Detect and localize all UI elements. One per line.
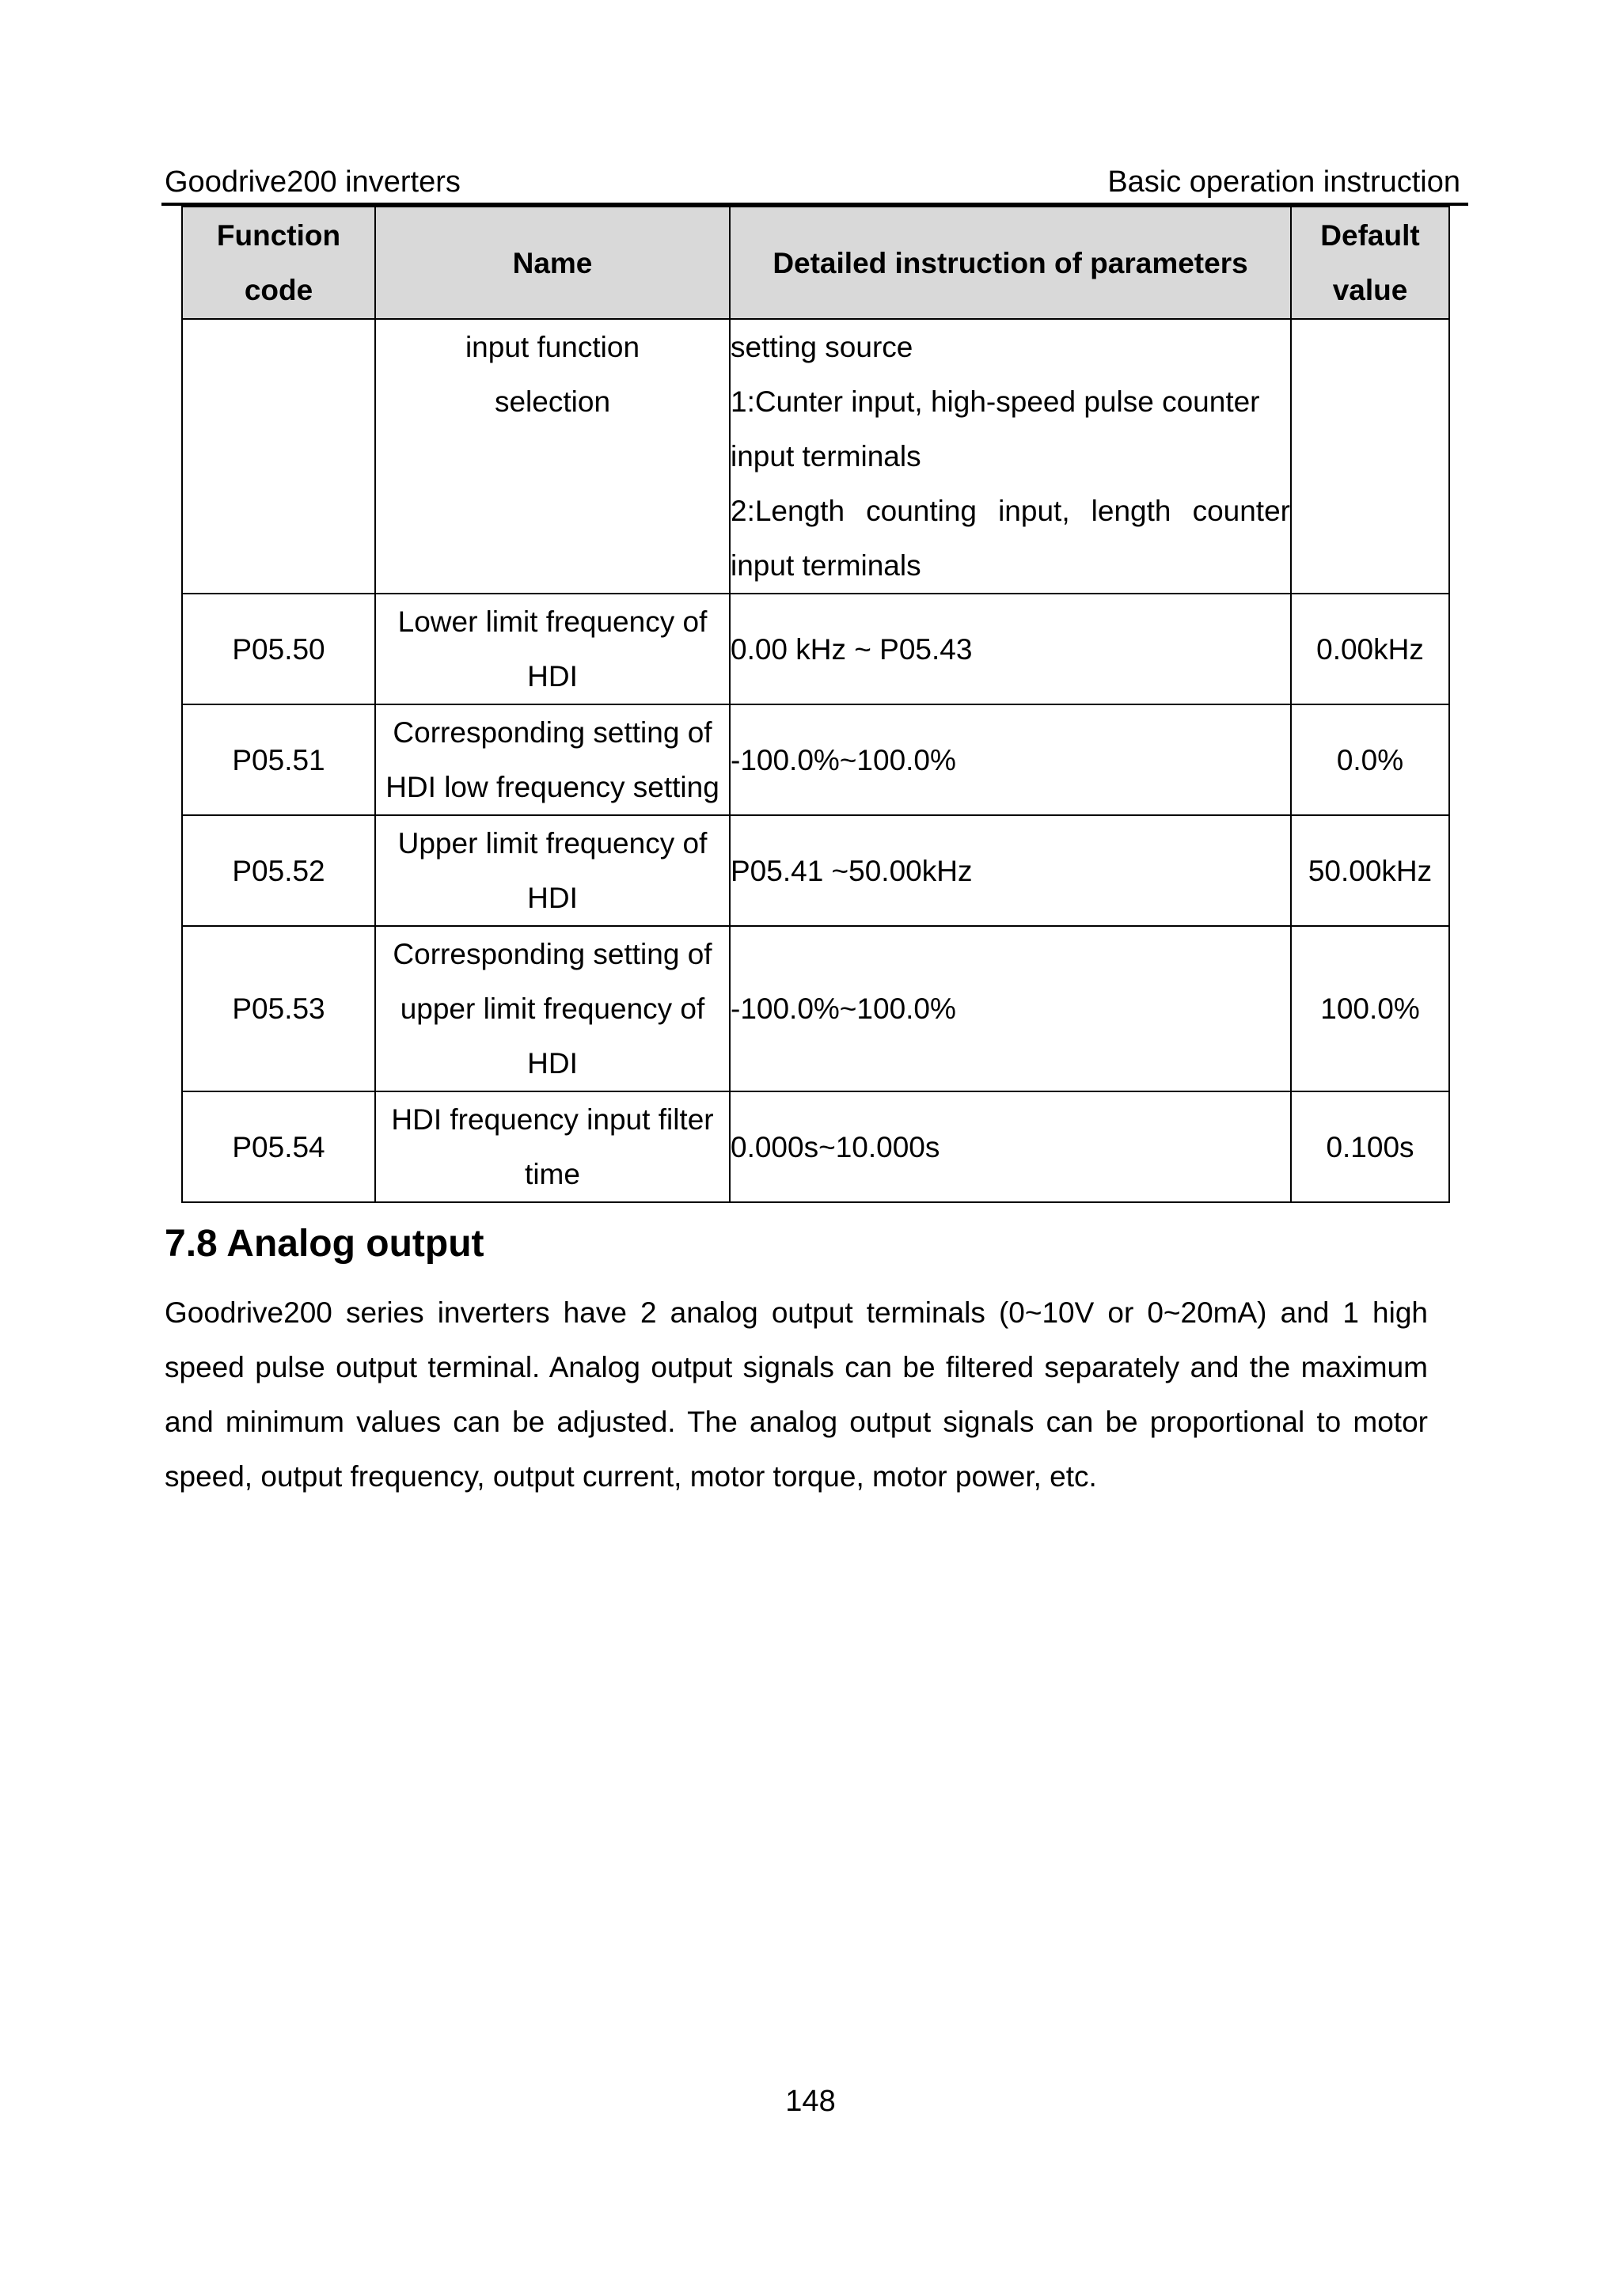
header-document-title: Goodrive200 inverters	[165, 165, 461, 199]
cell-default: 0.100s	[1291, 1091, 1449, 1202]
table-row	[182, 594, 1449, 704]
cell-description: 0.00 kHz ~ P05.43	[730, 594, 1291, 704]
cell-description: P05.41 ~50.00kHz	[730, 815, 1291, 926]
table-row	[182, 319, 1449, 594]
cell-line: upper limit frequency of	[400, 992, 705, 1025]
page-number: 148	[785, 2085, 836, 2118]
cell-line: HDI	[527, 660, 578, 693]
cell-code: P05.51	[182, 704, 375, 815]
table-row	[182, 1091, 1449, 1202]
cell-description: 0.000s~10.000s	[730, 1091, 1291, 1202]
cell-description: -100.0%~100.0%	[730, 704, 1291, 815]
cell-line: Corresponding setting of	[393, 716, 712, 749]
cell-name	[375, 319, 730, 594]
cell-description	[730, 319, 1291, 594]
cell-code: P05.50	[182, 594, 375, 704]
header-text: code	[244, 274, 313, 306]
cell-line: HDI	[527, 882, 578, 914]
cell-line: Lower limit frequency of	[397, 605, 708, 638]
section-heading: 7.8 Analog output	[165, 1223, 484, 1265]
cell-line: HDI frequency input filter	[391, 1103, 714, 1136]
cell-line: HDI	[527, 1047, 578, 1080]
column-header-name: Name	[375, 207, 730, 319]
cell-name	[375, 1091, 730, 1202]
cell-name	[375, 594, 730, 704]
cell-line: 2:Length counting input, length counter	[731, 495, 1290, 527]
cell-default: 0.00kHz	[1291, 594, 1449, 704]
cell-default: 100.0%	[1291, 926, 1449, 1091]
column-header-default-value	[1291, 207, 1449, 319]
table-row	[182, 815, 1449, 926]
header-text: Function	[216, 219, 341, 252]
cell-code	[182, 319, 375, 594]
column-header-detailed-instruction: Detailed instruction of parameters	[730, 207, 1291, 319]
cell-name	[375, 926, 730, 1091]
header-text: Default	[1320, 219, 1420, 252]
cell-name	[375, 704, 730, 815]
table-header-row	[182, 207, 1449, 319]
cell-line: selection	[494, 385, 611, 418]
parameter-table	[181, 206, 1450, 1203]
section-body-paragraph: Goodrive200 series inverters have 2 analog output terminals (0~10V or 0~20mA) and 1 high speed pulse output terminal. Analog output signals can be filtered separately and the maximum and minimum values can be adjusted. The analog output signals can be proportional to motor speed, output frequency, output current, motor torque, motor power, etc.	[165, 1296, 1428, 1493]
cell-line: Upper limit frequency of	[397, 827, 708, 860]
cell-default: 0.0%	[1291, 704, 1449, 815]
cell-name	[375, 815, 730, 926]
cell-default: 50.00kHz	[1291, 815, 1449, 926]
header-chapter-title: Basic operation instruction	[1107, 165, 1460, 199]
cell-line: input terminals	[731, 549, 921, 582]
cell-line: HDI low frequency setting	[385, 771, 719, 803]
cell-description: -100.0%~100.0%	[730, 926, 1291, 1091]
cell-line: Corresponding setting of	[393, 938, 712, 970]
column-header-function-code	[182, 207, 375, 319]
table-row	[182, 926, 1449, 1091]
cell-line: input function	[465, 331, 640, 363]
cell-code: P05.52	[182, 815, 375, 926]
cell-line: time	[525, 1158, 580, 1190]
cell-code: P05.54	[182, 1091, 375, 1202]
header-text: value	[1332, 274, 1408, 306]
table-row	[182, 704, 1449, 815]
cell-default	[1291, 319, 1449, 594]
cell-code: P05.53	[182, 926, 375, 1091]
cell-line: setting source	[731, 331, 913, 363]
cell-line: input terminals	[731, 440, 921, 472]
cell-line: 1:Cunter input, high-speed pulse counter	[731, 385, 1260, 418]
